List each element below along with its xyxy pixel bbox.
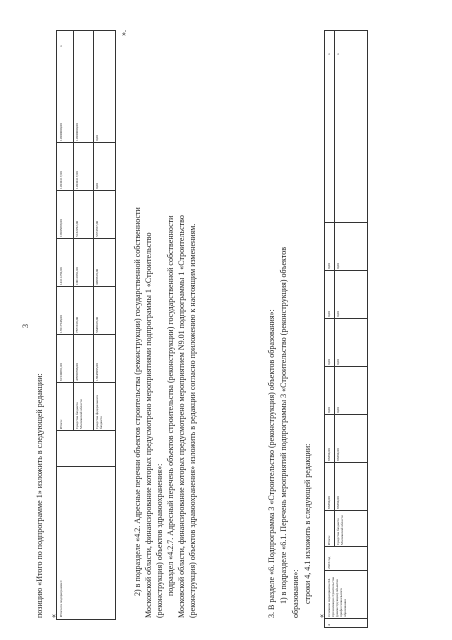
table-cell: 0,00 [336, 407, 340, 413]
open-quote: « [317, 614, 326, 618]
table-cell: 66394,00 [327, 496, 331, 509]
table-cell: х [59, 45, 63, 47]
intro-line: позицию «Итого по подпрограмме 1» изложить в следующей редакции: [35, 373, 44, 618]
close-quote: ». [119, 30, 128, 36]
table-cell: 0,00 [327, 263, 331, 269]
table-cell: 0,00 [95, 135, 99, 141]
paragraph-line: 2) в подразделе «4.2. Адресные перечни объектов строительства (реконструкции) государственной собственности [133, 207, 142, 596]
paragraph-line: 3. В разделе «6. Подпрограмма 3 «Строительство (реконструкция) объектов образования»: [267, 309, 276, 618]
paragraph-line: (реконструкция) объектов здравоохранения»: [155, 463, 164, 618]
table-cell: 13517548,00 [59, 315, 63, 333]
table-cell: 5373357,00 [95, 220, 99, 237]
table-cell: 10505699,00 [59, 219, 63, 237]
table-cell: 12034117,00 [59, 171, 63, 189]
table-cell: 13843985,00 [95, 363, 99, 381]
table-cell: 0,00 [327, 311, 331, 317]
paragraph-line: образования»: [291, 569, 300, 618]
table-cell: х [327, 53, 331, 55]
table-cell: Итого: [59, 419, 63, 429]
event-table [324, 30, 368, 628]
table-cell: 12000000,00 [59, 123, 63, 141]
table-cell: 5646019,00 [95, 316, 99, 333]
table-cell: 12000000,00 [75, 123, 79, 141]
table-cell: 0,00 [336, 359, 340, 365]
table-cell: Средства бюджета Московской области [336, 515, 344, 545]
paragraph-line: (реконструкция) объектов здравоохранения» изложить в редакции согласно приложению к настоящим изменениям. [188, 223, 197, 618]
table-cell: 0,00 [327, 407, 331, 413]
table-cell: 3499618,00 [95, 268, 99, 285]
table-cell: 47690706,00 [75, 363, 79, 381]
table-cell: 10611681,00 [75, 267, 79, 285]
table-cell: 14111259,00 [59, 267, 63, 285]
table-cell: 61534691,00 [59, 363, 63, 381]
table-cell: Итого: [327, 535, 331, 545]
row-number: 4 [327, 624, 331, 626]
table-cell: х [336, 53, 340, 55]
table-cell: Средства федерального бюджета [95, 395, 103, 429]
table-cell: 0,00 [336, 311, 340, 317]
table-cell: 66394,00 [336, 448, 340, 461]
paragraph-line: Московской области, финансирование которых предусмотрено мероприятиями подпрограммы 1 «Строительство [144, 232, 153, 618]
table-cell: 0,00 [95, 183, 99, 189]
table-cell: 12034117,00 [75, 171, 79, 189]
table-cell: Средства бюджета Московской области [75, 399, 83, 429]
page-number: 3 [21, 324, 30, 328]
table-cell: 66394,00 [327, 448, 331, 461]
paragraph-line: подраздел «4.2.7. Адресный перечень объектов строительства (реконструкции) государственной собственности [166, 215, 175, 596]
open-quote: « [49, 614, 58, 618]
event-year: 2023 год [327, 556, 331, 569]
table-cell: 7871916,00 [75, 316, 79, 333]
table-cell: 5132292,00 [75, 220, 79, 237]
subprogram-label: Итого по подпрограмме I [59, 580, 63, 617]
table-cell: 0,00 [327, 359, 331, 365]
paragraph-line: Московской области, финансирование которых предусмотрено мероприятием N9.01 подпрограммы 1 «Строительство [177, 215, 186, 618]
event-name: Основное мероприятие 04. Организация строительства (реконструкции) объектов профессионального образования [327, 576, 347, 617]
table-cell: 66394,00 [336, 496, 340, 509]
paragraph-line: строки 4, 4.1 изложить в следующей редакции: [303, 443, 312, 604]
subprogram-total-table [56, 30, 116, 620]
paragraph-line: 1) в подразделе «6.1. Перечень мероприятий подпрограммы 3 «Строительство (реконструкция) объектов [279, 246, 288, 604]
table-cell: 0,00 [336, 263, 340, 269]
